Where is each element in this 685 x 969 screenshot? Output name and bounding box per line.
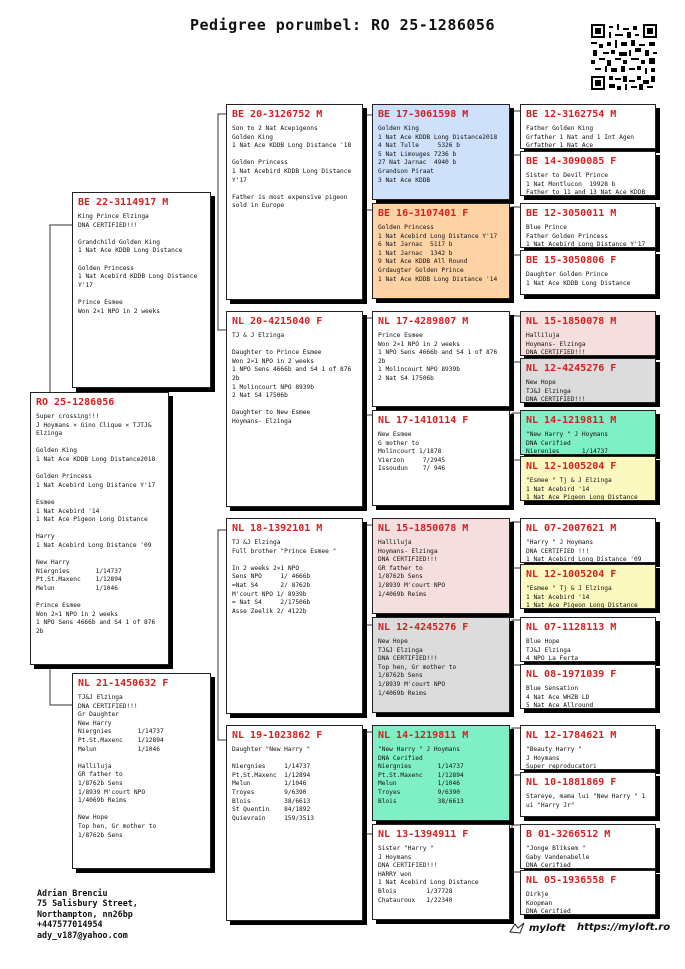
card-text-line: [36, 465, 163, 474]
pedigree-card: [520, 456, 656, 501]
ring-number: NL 12-1005204 F: [526, 569, 617, 580]
card-text-line: 2 Nat S4 17506b: [378, 374, 434, 382]
ring-number: NL 17-1410114 F: [378, 415, 469, 426]
pedigree-card: [372, 725, 510, 821]
pedigree-card: [372, 410, 510, 506]
card-text-line: 4 NPO La Ferta: [526, 655, 579, 662]
card-text-line: 2b: [378, 357, 386, 365]
card-text-line: DNA CERTIFIED!!!: [378, 655, 438, 663]
ring-number: BE 22-3114917 M: [78, 197, 169, 208]
card-text-line: Father is most expensive pigeon: [232, 193, 348, 201]
ring-number: BE 17-3061598 M: [378, 109, 469, 120]
card-text-line: Prince Esmee: [78, 298, 123, 306]
card-text-line: M'court NPO 1/ 8939b: [232, 590, 307, 598]
card-text-line: J Hoymans: [378, 853, 412, 861]
pedigree-card: [226, 311, 363, 507]
pedigree-card: [372, 311, 510, 407]
pedigree-card: [520, 151, 656, 196]
card-text-line: King Prince Elzinga: [78, 213, 149, 220]
card-text-line: [36, 439, 163, 448]
card-text-line: Super crossing!!!: [36, 413, 100, 420]
ring-number: NL 15-1850078 M: [378, 523, 469, 534]
ring-number: BE 12-3050011 M: [526, 208, 617, 219]
card-text-line: Blue Hope: [526, 638, 560, 645]
pedigree-card: [520, 311, 656, 356]
card-text-line: G mother to: [378, 439, 419, 447]
card-text-line: 1 Nat Ace KDDB Long Distance: [78, 247, 183, 255]
card-text-line: Father to 11 and 13 Nat Ace KDDB: [526, 189, 646, 196]
ring-number: NL 21-1450632 F: [78, 678, 169, 689]
ring-number: BE 14-3090085 F: [526, 156, 617, 167]
card-text-line: Sister to Devil Prince: [526, 172, 608, 179]
pedigree-card: [520, 725, 656, 770]
pedigree-card: [72, 192, 211, 388]
card-text-line: Esmee: [36, 498, 55, 506]
ring-number: NL 14-1219811 M: [526, 415, 617, 426]
owner-phone: +447577014954: [37, 919, 103, 930]
owner-street: 75 Salisbury Street,: [37, 898, 138, 909]
card-text-line: 4 Nat Tulle 5326 b: [378, 142, 460, 150]
pedigree-card: [372, 104, 510, 200]
card-text-line: J Hoymans: [526, 754, 560, 762]
card-text-line: Prince Esmee: [378, 332, 423, 339]
card-text-line: 1 Nat Acebird Long Distance '09: [36, 541, 152, 549]
ring-number: NL 10-1881869 F: [526, 777, 617, 788]
ring-number: NL 05-1936558 F: [526, 875, 617, 886]
card-text-line: Pt.St.Maxenc 1/12894: [36, 576, 122, 584]
card-text-line: Melun 1/1046: [78, 745, 160, 753]
card-text-line: ui "Harry Jr": [526, 801, 575, 809]
card-text-line: Golden Princess: [378, 224, 434, 231]
card-text-line: Blue Prince: [526, 224, 567, 231]
card-text-line: Son to 2 Nat Acepigeons: [232, 125, 318, 132]
card-text-line: 1 Molincourt NPO 8939b: [378, 366, 460, 374]
card-text-line: Sister "Harry ": [378, 845, 434, 852]
card-text-line: 2b: [36, 627, 44, 635]
card-text-line: 1/4069b Reims: [78, 797, 127, 805]
card-text-line: Niergnies 1/14737: [232, 763, 311, 771]
card-text-line: [36, 490, 163, 499]
card-text-line: Grandson Piraat: [378, 167, 434, 175]
pedigree-card: [226, 104, 363, 300]
card-text-line: [78, 230, 205, 239]
card-text-line: Daughter to Prince Esmee: [232, 349, 322, 357]
card-text-line: New Harry: [78, 719, 112, 727]
card-text-line: Blois 38/6613: [378, 797, 464, 805]
card-text-line: 1 Nat Ace Pigeon Long Distance: [36, 516, 148, 524]
ring-number: B 01-3266512 M: [526, 829, 611, 840]
qr-code-icon: [591, 24, 657, 90]
card-text-line: Prince Esmee: [36, 602, 81, 610]
card-text-line: TJ&J Elzinga: [78, 694, 123, 701]
owner-city: Northampton, nn26bp: [37, 908, 133, 919]
card-text-line: TJ&J Elzinga: [526, 387, 571, 395]
card-text-line: Harry: [36, 533, 55, 541]
card-text-line: DNA CERTIFIED!!!: [378, 862, 438, 870]
card-text-line: DNA CERTIFIED!!!: [78, 221, 138, 229]
card-text-line: TJ&J Elzinga: [526, 646, 571, 654]
card-text-line: 5 Nat Limouges 7236 b: [378, 150, 457, 158]
card-text-line: [78, 806, 205, 815]
card-text-line: Vierzon 7/2945: [378, 456, 446, 464]
brand-logo: [509, 922, 565, 934]
card-text-line: Melun 1/1046: [36, 584, 118, 592]
card-text-line: Sens NPO 1/ 4666b: [232, 573, 311, 581]
card-text-line: New Hope: [378, 638, 408, 645]
card-text-line: Halliluja: [526, 332, 560, 339]
card-text-line: DNA Cerified: [526, 908, 571, 915]
card-text-line: Golden King: [378, 125, 419, 132]
card-text-line: 1/4069b Reims: [378, 689, 427, 697]
card-text-line: 1/8939 M'court NPO: [78, 788, 146, 796]
card-text-line: Full brother "Prince Esmee ": [232, 547, 337, 555]
website-link[interactable]: https://myloft.ro: [577, 922, 671, 933]
ring-number: NL 17-4289807 M: [378, 316, 469, 327]
card-text-line: Quievrain 159/3513: [232, 814, 314, 822]
card-text-line: "New Harry " J Hoymans: [526, 431, 608, 438]
card-text-line: 1/8762b Sens: [378, 672, 423, 680]
card-text-line: 1 Nat Acebird Long Distance Y'17: [526, 241, 646, 248]
card-text-line: [232, 151, 357, 160]
ring-number: NL 14-1219811 M: [378, 730, 469, 741]
card-text-line: Golden Princess: [36, 473, 92, 481]
card-text-line: 1 Nat Ace Pigeon Long Distance: [526, 494, 638, 501]
card-text-line: 1/8939 M'court NPO: [378, 680, 446, 688]
card-text-line: 1 Nat Ace KDDB Long Distance2018: [378, 133, 498, 141]
card-text-line: 1 Nat Ace KDDB Long Distance '18: [232, 142, 352, 150]
card-text-line: TJ&J Elzinga: [378, 646, 423, 654]
card-text-line: 1/4069b Reims: [378, 590, 427, 598]
card-text-line: 1/8762b Sens: [78, 831, 123, 839]
card-text-line: 1 Nat Acebird '14: [526, 593, 590, 601]
card-text-line: [36, 525, 163, 534]
card-text-line: "Jonge Bliksem ": [526, 845, 586, 852]
card-text-line: Pt.St.Maxenc 1/12894: [78, 736, 164, 744]
card-text-line: 1 Nat Jarnac 1342 b: [378, 249, 453, 257]
card-text-line: DNA CERTIFIED!!!: [78, 702, 138, 710]
card-text-line: [232, 185, 357, 194]
pedigree-card: [520, 617, 656, 662]
card-text-line: 1 Nat Acebird '14: [526, 485, 590, 493]
card-text-line: Nierenies 1/14737: [526, 448, 608, 455]
card-text-line: New Esmee: [378, 431, 412, 438]
card-text-line: "Harry " J Hoymans: [526, 539, 594, 546]
pedigree-card: [520, 564, 656, 609]
card-text-line: 1 Nat Acebird Long Distance: [378, 879, 479, 887]
card-text-line: TJ &J Elzinga: [232, 539, 281, 546]
card-text-line: Daughter "New Harry ": [232, 746, 311, 753]
card-text-line: Y'17: [232, 176, 247, 184]
card-text-line: St Quentin 84/1892: [232, 806, 311, 814]
pedigree-card: [520, 250, 656, 295]
ring-number: RO 25-1286056: [36, 397, 115, 408]
card-text-line: New Hope: [526, 379, 556, 386]
card-text-line: 1 Nat Ace Pigeon Long Distance: [526, 602, 638, 609]
card-text-line: Chatauroux 1/22340: [378, 896, 453, 904]
ring-number: BE 15-3050806 F: [526, 255, 617, 266]
card-text-line: Hoymans- Elzinga: [378, 547, 438, 555]
card-text-line: 1 NPO Sens 4666b and S4 1 of 876: [36, 619, 156, 627]
card-text-line: =Nat S4 2/ 8762b: [232, 581, 311, 589]
card-text-line: 2b: [232, 374, 240, 382]
card-text-line: New Hope: [78, 814, 108, 822]
card-text-line: TJ & J Elzinga: [232, 332, 285, 339]
card-text-line: sold in Europe: [232, 202, 285, 210]
pedigree-card: [226, 518, 363, 714]
card-text-line: Dirkje: [526, 891, 549, 898]
card-text-line: [36, 551, 163, 560]
ring-number: NL 13-1394911 F: [378, 829, 469, 840]
card-text-line: Niergnies 1/14737: [36, 567, 122, 575]
card-text-line: J Hoymans × Gino Clique × TJTJ&: [36, 421, 152, 429]
card-text-line: Won 2×1 NPO in 2 weeks: [78, 307, 160, 315]
card-text-line: 27 Nat Jarnac 4940 b: [378, 159, 457, 167]
card-text-line: [232, 341, 357, 350]
ring-number: BE 20-3126752 M: [232, 109, 323, 120]
pedigree-card: [520, 824, 656, 869]
card-text-line: "Esmee " Tj & J Elzinga: [526, 477, 612, 484]
pedigree-card: [226, 725, 363, 921]
card-text-line: 1 Nat Acebird KDDB Long Distance: [232, 167, 352, 175]
card-text-line: Issoudun 7/ 946: [378, 465, 446, 473]
card-text-line: 6 Nat Jarnac 5117 b: [378, 241, 453, 249]
card-text-line: In 2 weeks 2×1 NPO: [232, 564, 300, 572]
card-text-line: DNA Cerified: [378, 754, 423, 762]
card-text-line: New Harry: [36, 559, 70, 567]
card-text-line: Troyes 9/6390: [378, 788, 460, 796]
card-text-line: Grfather 1 Nat Ace: [526, 142, 594, 149]
card-text-line: Y'17: [78, 281, 93, 289]
card-text-line: Golden King: [232, 133, 273, 141]
card-text-line: Niergnies 1/14737: [78, 728, 164, 736]
ring-number: BE 16-3107401 F: [378, 208, 469, 219]
pedigree-card: [520, 410, 656, 455]
pedigree-card: [372, 203, 510, 299]
card-text-line: 1 Nat Acebird Long Distance '09: [526, 556, 642, 563]
card-text-line: Melun 1/1046: [232, 780, 307, 788]
ring-number: BE 12-3162754 M: [526, 109, 617, 120]
card-text-line: Melun 1/1046: [378, 780, 460, 788]
card-text-line: Blue Sensation: [526, 685, 579, 692]
page-title: Pedigree porumbel: RO 25-1286056: [190, 16, 495, 34]
card-text-line: Molincourt 1/1878: [378, 448, 442, 456]
pedigree-card: [520, 518, 656, 563]
card-text-line: Pt.St.Maxenc 1/12894: [378, 771, 464, 779]
pedigree-card: [520, 358, 656, 403]
card-text-line: Elzinga: [36, 430, 63, 438]
card-text-line: DNA Cerified: [526, 439, 571, 447]
card-text-line: Won 2×1 NPO in 2 weeks: [36, 610, 118, 618]
card-text-line: Hoymans- Elzinga: [526, 340, 586, 348]
card-text-line: Golden Princess: [78, 264, 134, 272]
card-text-line: Daughter to New Esmee: [232, 409, 311, 417]
card-text-line: Asse Zeelik 2/ 4122b: [232, 607, 307, 615]
card-text-line: Golden Princess: [232, 159, 288, 167]
card-text-line: 3 Nat Ace KDDB: [378, 176, 431, 184]
card-text-line: DNA CERTIFIED!!!: [378, 556, 438, 564]
card-text-line: Super reproducatori: [526, 763, 597, 770]
card-text-line: [232, 556, 357, 565]
ring-number: NL 12-1005204 F: [526, 461, 617, 472]
pigeon-icon: [509, 922, 525, 934]
ring-number: NL 15-1850078 M: [526, 316, 617, 327]
card-text-line: Grandchild Golden King: [78, 238, 160, 246]
card-text-line: 1 Nat Acebird Long Distance Y'17: [36, 481, 156, 489]
pedigree-card: [72, 673, 211, 869]
card-text-line: Stareye, mama lui "New Harry " 1: [526, 793, 646, 800]
card-text-line: HARRY won: [378, 870, 412, 878]
card-text-line: 1 NPO Sens 4666b and S4 1 of 876: [378, 349, 498, 357]
card-text-line: 1 Nat Acebird KDDB Long Distance: [78, 273, 198, 281]
brand-name: myloft: [529, 922, 566, 934]
owner-address: [37, 888, 138, 940]
card-text-line: "Beauty Harry ": [526, 746, 582, 753]
card-text-line: Won 2×1 NPO in 2 weeks: [378, 340, 460, 348]
pedigree-card: [520, 203, 656, 248]
card-text-line: 5 Nat Ace Allround: [526, 702, 594, 709]
card-text-line: DNA Cerified: [526, 862, 571, 869]
card-text-line: Gr Daughter: [78, 711, 119, 719]
pedigree-card: [372, 824, 510, 920]
card-text-line: 1/8762b Sens: [378, 573, 423, 581]
card-text-line: Niergnies 1/14737: [378, 763, 464, 771]
card-text-line: Top hen, Gr mother to: [78, 822, 157, 830]
owner-name: Adrian Brenciu: [37, 888, 108, 898]
card-text-line: Daughter Golden Prince: [526, 271, 608, 278]
card-text-line: Golden King: [36, 447, 77, 455]
card-text-line: Halliluja: [78, 762, 112, 770]
card-text-line: 2 Nat S4 17506b: [232, 392, 288, 400]
card-text-line: DNA CERTIFIED!!!: [526, 349, 586, 356]
card-text-line: DNA CERTIFIED !!!: [526, 547, 590, 555]
ring-number: NL 12-4245276 F: [378, 622, 469, 633]
card-text-line: Blois 38/6613: [232, 797, 311, 805]
card-text-line: Blois 1/37728: [378, 887, 453, 895]
card-text-line: 1 Nat Ace KDDB Long Distance2018: [36, 455, 156, 463]
card-text-line: Won 2×1 NPO in 2 weeks: [232, 357, 314, 365]
card-text-line: 4 Nat Ace WHZB LD: [526, 693, 590, 701]
card-text-line: Grfather 1 Nat and 1 Int Agen: [526, 133, 635, 141]
card-text-line: 1 Nat Montlucon 19928 b: [526, 180, 616, 188]
ring-number: NL 07-1128113 M: [526, 622, 617, 633]
card-text-line: 1 Nat Ace KDDB Long Distance '14: [378, 275, 498, 283]
ring-number: NL 08-1971039 F: [526, 669, 617, 680]
card-text-line: DNA CERTIFIED!!!: [526, 396, 586, 403]
pedigree-card: [30, 392, 169, 665]
pedigree-card: [372, 518, 510, 614]
pedigree-card: [520, 104, 656, 149]
pedigree-card: [520, 664, 656, 709]
card-text-line: Father Golden Princess: [526, 232, 608, 240]
card-text-line: "New Harry " J Hoymans: [378, 746, 460, 753]
card-text-line: [78, 290, 205, 299]
card-text-line: Top hen, Gr mother to: [378, 663, 457, 671]
card-text-line: 9 Nat Ace KDDB All Round: [378, 258, 468, 266]
ring-number: NL 19-1023862 F: [232, 730, 323, 741]
card-text-line: "Esmee " Tj & J Elzinga: [526, 585, 612, 592]
pedigree-card: [520, 870, 656, 915]
card-text-line: [78, 754, 205, 763]
card-text-line: 1/8762b Sens: [78, 779, 123, 787]
owner-email: ady_v187@yahoo.com: [37, 929, 128, 940]
card-text-line: [232, 401, 357, 410]
ring-number: NL 18-1392101 M: [232, 523, 323, 534]
card-text-line: GR father to: [78, 771, 123, 779]
card-text-line: 1 Nat Acebird '14: [36, 507, 100, 515]
card-text-line: Troyes 9/6390: [232, 788, 307, 796]
card-text-line: [78, 256, 205, 265]
card-text-line: Koopman: [526, 899, 553, 907]
ring-number: NL 20-4215040 F: [232, 316, 323, 327]
ring-number: NL 12-4245276 F: [526, 363, 617, 374]
pedigree-card: [372, 617, 510, 713]
pedigree-card: [520, 772, 656, 817]
card-text-line: Grdaugter Golden Prince: [378, 266, 464, 274]
card-text-line: 1 Nat Acebird Long Distance Y'17: [378, 232, 498, 240]
card-text-line: Gaby Vandenabelle: [526, 853, 590, 861]
card-text-line: Halliluja: [378, 539, 412, 546]
card-text-line: 1 Molincourt NPO 8939b: [232, 383, 314, 391]
ring-number: NL 07-2007621 M: [526, 523, 617, 534]
card-text-line: Hoymans- Elzinga: [232, 417, 292, 425]
card-text-line: [36, 593, 163, 602]
card-text-line: 1/8939 M'court NPO: [378, 581, 446, 589]
card-text-line: = Nat S4 2/17506b: [232, 599, 311, 607]
card-text-line: 1 NPO Sens 4666b and S4 1 of 876: [232, 366, 352, 374]
card-text-line: Father Golden King: [526, 125, 594, 132]
card-text-line: [232, 755, 357, 764]
card-text-line: GR father to: [378, 564, 423, 572]
card-text-line: Pt.St.Maxenc 1/12894: [232, 771, 311, 779]
ring-number: NL 12-1784621 M: [526, 730, 617, 741]
card-text-line: 1 Nat Ace KDDB Long Distance: [526, 279, 631, 287]
